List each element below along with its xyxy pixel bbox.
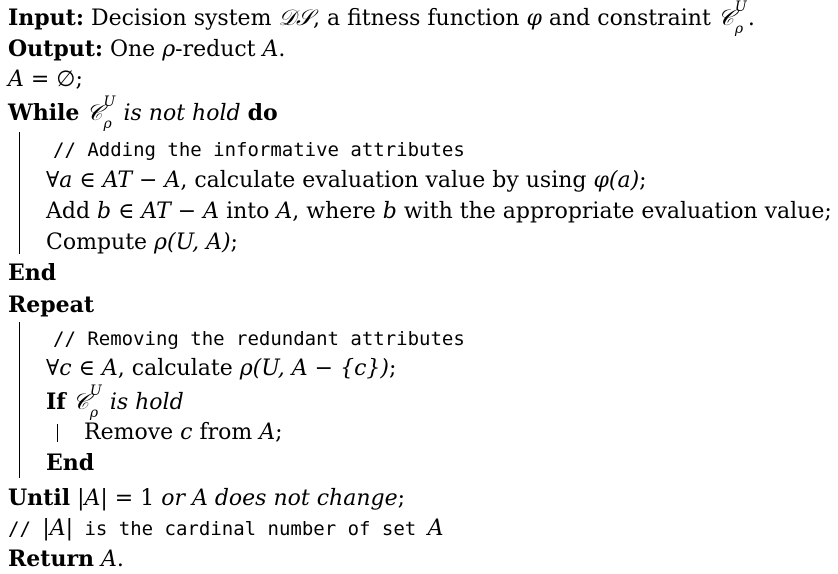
if-constraint: 𝒞 [72,390,89,415]
output-text1: One [102,37,163,62]
remove-A: A [259,420,276,445]
if-sub: ρ [89,405,99,421]
input-keyword: Input: [8,5,84,31]
while-l2-text2: into [219,199,277,224]
final-comment-A: A [427,516,444,541]
while-l1-math2: φ(a) [593,168,640,193]
while-line [8,94,278,132]
while-comment: // Adding the informative attributes [53,139,465,161]
while-l1-end: ; [639,168,647,193]
input-phi: φ [526,6,542,31]
while-constraint: 𝒞 [86,101,103,126]
until-keyword: Until [8,485,71,511]
output-A: A [262,37,279,62]
while-l2-math1: b ∈ AT − A [97,199,220,224]
while-line2 [46,198,832,226]
while-keyword: While [8,100,80,126]
while-l2-text1: Add [46,199,98,224]
init-A: A [8,67,24,92]
while-l1-text: , calculate evaluation value by using [180,168,594,193]
remove-line [84,419,283,447]
while-line1 [46,167,647,195]
final-comment-math: |A| [42,516,74,541]
while-end: End [8,260,57,286]
if-cond: is hold [109,390,184,415]
input-text2: , a fitness function [313,6,527,31]
while-l3-text: Compute [46,230,155,255]
if-end: End [46,450,95,476]
input-sub: ρ [734,21,744,37]
output-text2: -reduct [175,37,263,62]
input-end: . [747,6,755,31]
final-comment-pre: // [8,518,43,540]
remove-end: ; [275,420,283,445]
repeat-l1-math: ∀c ∈ A [46,356,118,381]
until-end: ; [397,486,406,511]
input-ds: 𝒟𝒮 [278,6,314,31]
if-line [46,383,184,421]
output-keyword: Output: [8,36,103,62]
while-cond: is not hold [123,101,241,126]
if-sup: U [89,383,102,399]
final-comment [8,515,444,543]
repeat-l1-end: ; [388,356,397,381]
if-keyword: If [46,389,66,415]
init-line [8,66,83,94]
return-A: A [101,547,117,572]
return-end: . [116,547,124,572]
output-line [8,35,285,64]
output-rho: ρ [162,37,176,62]
init-eq: = ∅; [23,67,83,92]
while-line3 [46,229,238,257]
while-l3-end: ; [230,230,238,255]
while-l2-math3: b [382,199,397,224]
input-line [8,0,755,37]
while-do: do [247,100,278,126]
input-sup: U [734,0,747,15]
if-block-rule [57,424,58,442]
while-block-rule [19,132,20,254]
until-line [8,484,405,513]
repeat-block-rule [19,322,20,478]
output-end: . [278,37,286,62]
until-cond2: = 1 [107,486,162,511]
repeat-keyword: Repeat [8,292,95,318]
while-l2-math2: A [276,199,293,224]
while-l2-text3: , where [292,199,383,224]
remove-text2: from [192,420,260,445]
until-cond1: |A| [77,486,108,511]
while-l3-math: ρ(U, A) [154,230,231,255]
while-sub: ρ [103,116,112,132]
input-constraint: 𝒞 [717,6,734,31]
while-l1-math: ∀a ∈ AT − A [46,168,181,193]
remove-c: c [180,420,193,445]
repeat-l1-text: , calculate [117,356,240,381]
while-sup: U [103,94,116,110]
final-comment-text: is the cardinal number of set [73,518,428,540]
input-text1: Decision system [83,6,279,31]
until-cond3: or A does not change [161,486,398,511]
remove-text1: Remove [84,420,181,445]
while-l2-text4: with the appropriate evaluation value; [396,199,832,224]
input-text3: and constraint [541,6,718,31]
return-keyword: Return [8,546,95,572]
repeat-comment: // Removing the redundant attributes [53,328,465,350]
repeat-l1-math2: ρ(U, A − {c}) [239,356,389,381]
